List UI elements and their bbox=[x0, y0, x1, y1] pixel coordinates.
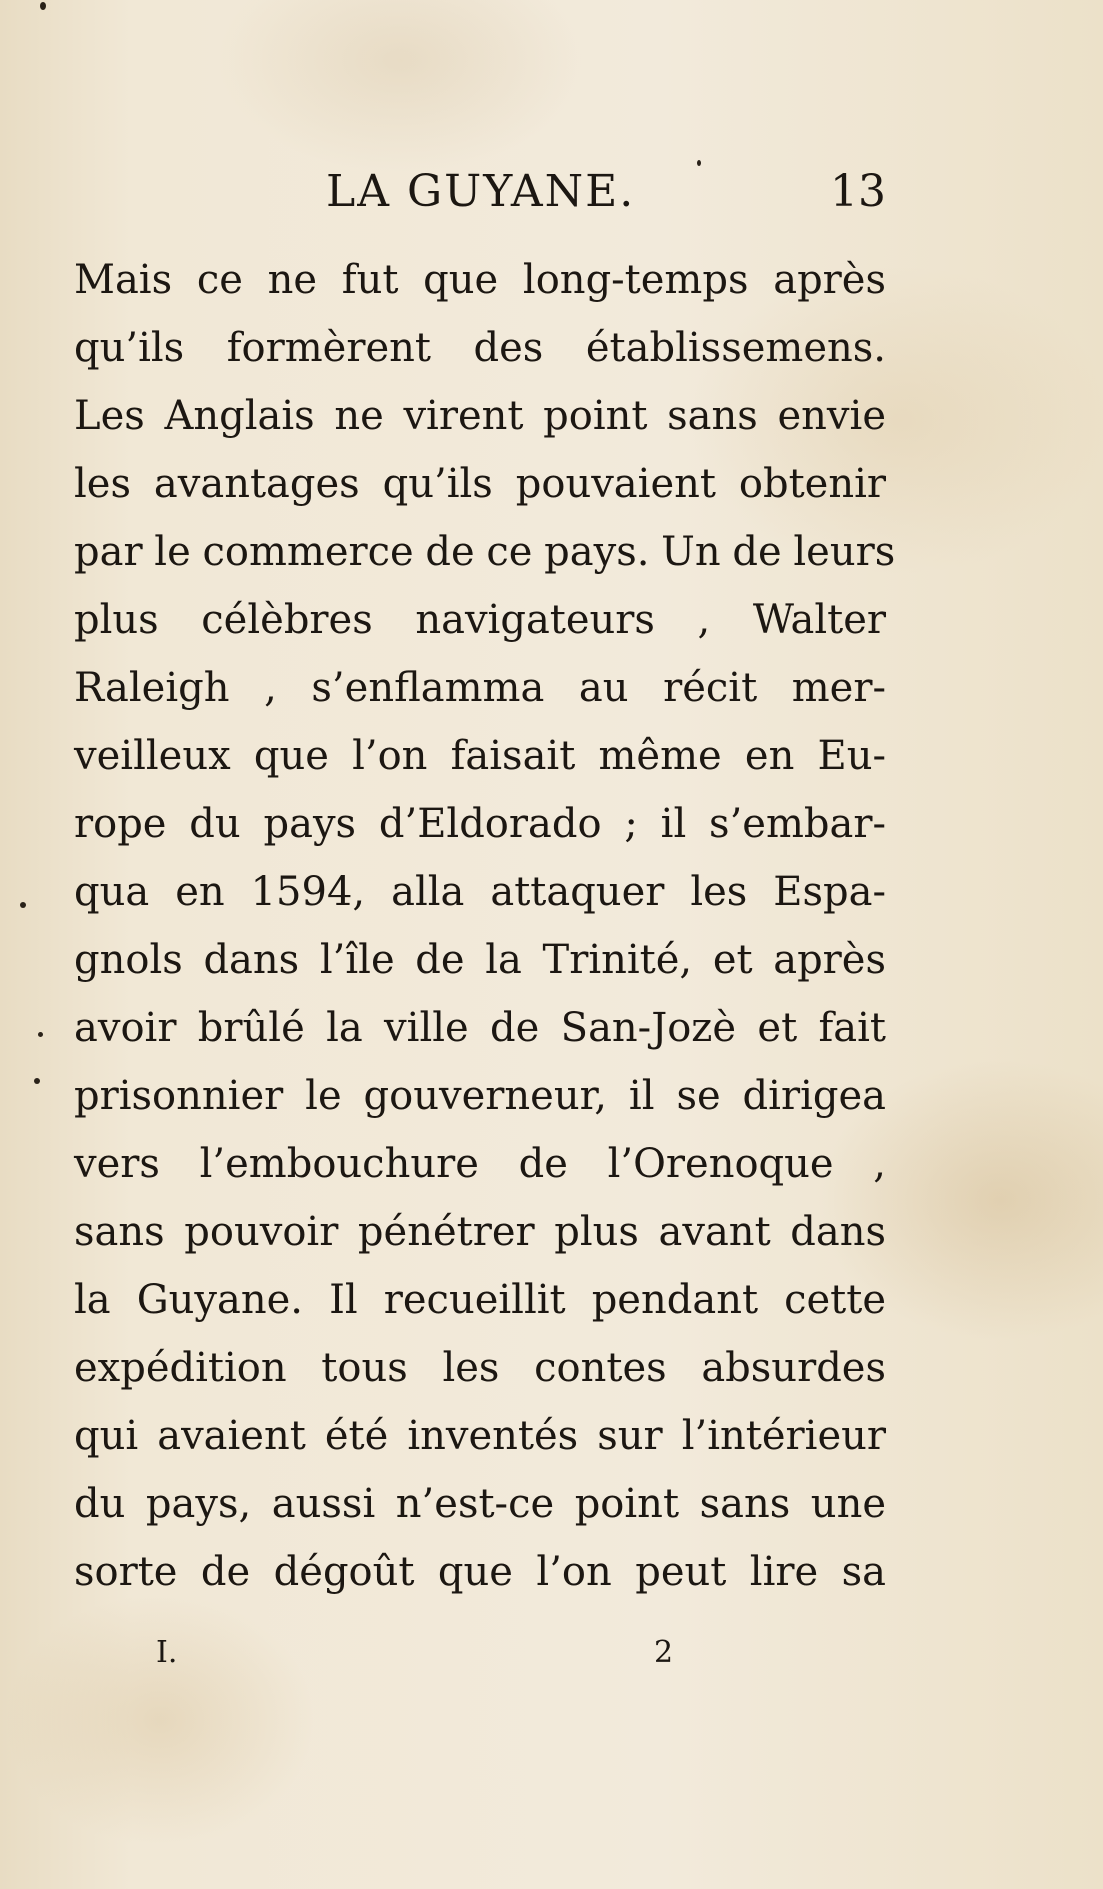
page-number: 13 bbox=[830, 166, 886, 217]
text-line: qui avaient été inventés sur l’intérieur bbox=[74, 1413, 886, 1459]
running-title: LA GUYANE. bbox=[326, 166, 636, 217]
text-line: les avantages qu’ils pouvaient obtenir bbox=[74, 461, 886, 507]
ink-speck bbox=[20, 902, 26, 908]
text-line: sans pouvoir pénétrer plus avant dans bbox=[74, 1209, 886, 1255]
text-line: avoir brûlé la ville de San-Jozè et fait bbox=[74, 1005, 886, 1051]
text-line: qu’ils formèrent des établissemens. bbox=[74, 325, 886, 371]
ink-speck bbox=[34, 1078, 40, 1084]
text-line: la Guyane. Il recueillit pendant cette bbox=[74, 1277, 886, 1323]
text-line: plus célèbres navigateurs , Walter bbox=[74, 597, 886, 643]
page-footer bbox=[74, 1628, 886, 1678]
text-line: veilleux que l’on faisait même en Eu- bbox=[74, 733, 886, 779]
text-line: qua en 1594, alla attaquer les Espa- bbox=[74, 869, 886, 915]
text-line: expédition tous les contes absurdes bbox=[74, 1345, 886, 1391]
ink-speck bbox=[40, 2, 46, 10]
page-header bbox=[76, 162, 886, 222]
text-line: vers l’embouchure de l’Orenoque , bbox=[74, 1141, 886, 1187]
ink-speck bbox=[38, 1032, 43, 1037]
text-line: Raleigh , s’enflamma au récit mer- bbox=[74, 665, 886, 711]
signature-mark: I. bbox=[156, 1635, 178, 1670]
body-text bbox=[74, 246, 896, 1606]
text-line: par le commerce de ce pays. Un de leurs bbox=[74, 529, 896, 575]
signature-number: 2 bbox=[654, 1635, 674, 1670]
text-line: Mais ce ne fut que long-temps après bbox=[74, 257, 886, 303]
text-line: rope du pays d’Eldorado ; il s’embar- bbox=[74, 801, 886, 847]
text-line: sorte de dégoût que l’on peut lire sa bbox=[74, 1549, 886, 1595]
text-line: prisonnier le gouverneur, il se dirigea bbox=[74, 1073, 886, 1119]
text-line: du pays, aussi n’est-ce point sans une bbox=[74, 1481, 886, 1527]
text-line: gnols dans l’île de la Trinité, et après bbox=[74, 937, 886, 983]
text-line: Les Anglais ne virent point sans envie bbox=[74, 393, 886, 439]
ink-speck bbox=[697, 160, 701, 166]
